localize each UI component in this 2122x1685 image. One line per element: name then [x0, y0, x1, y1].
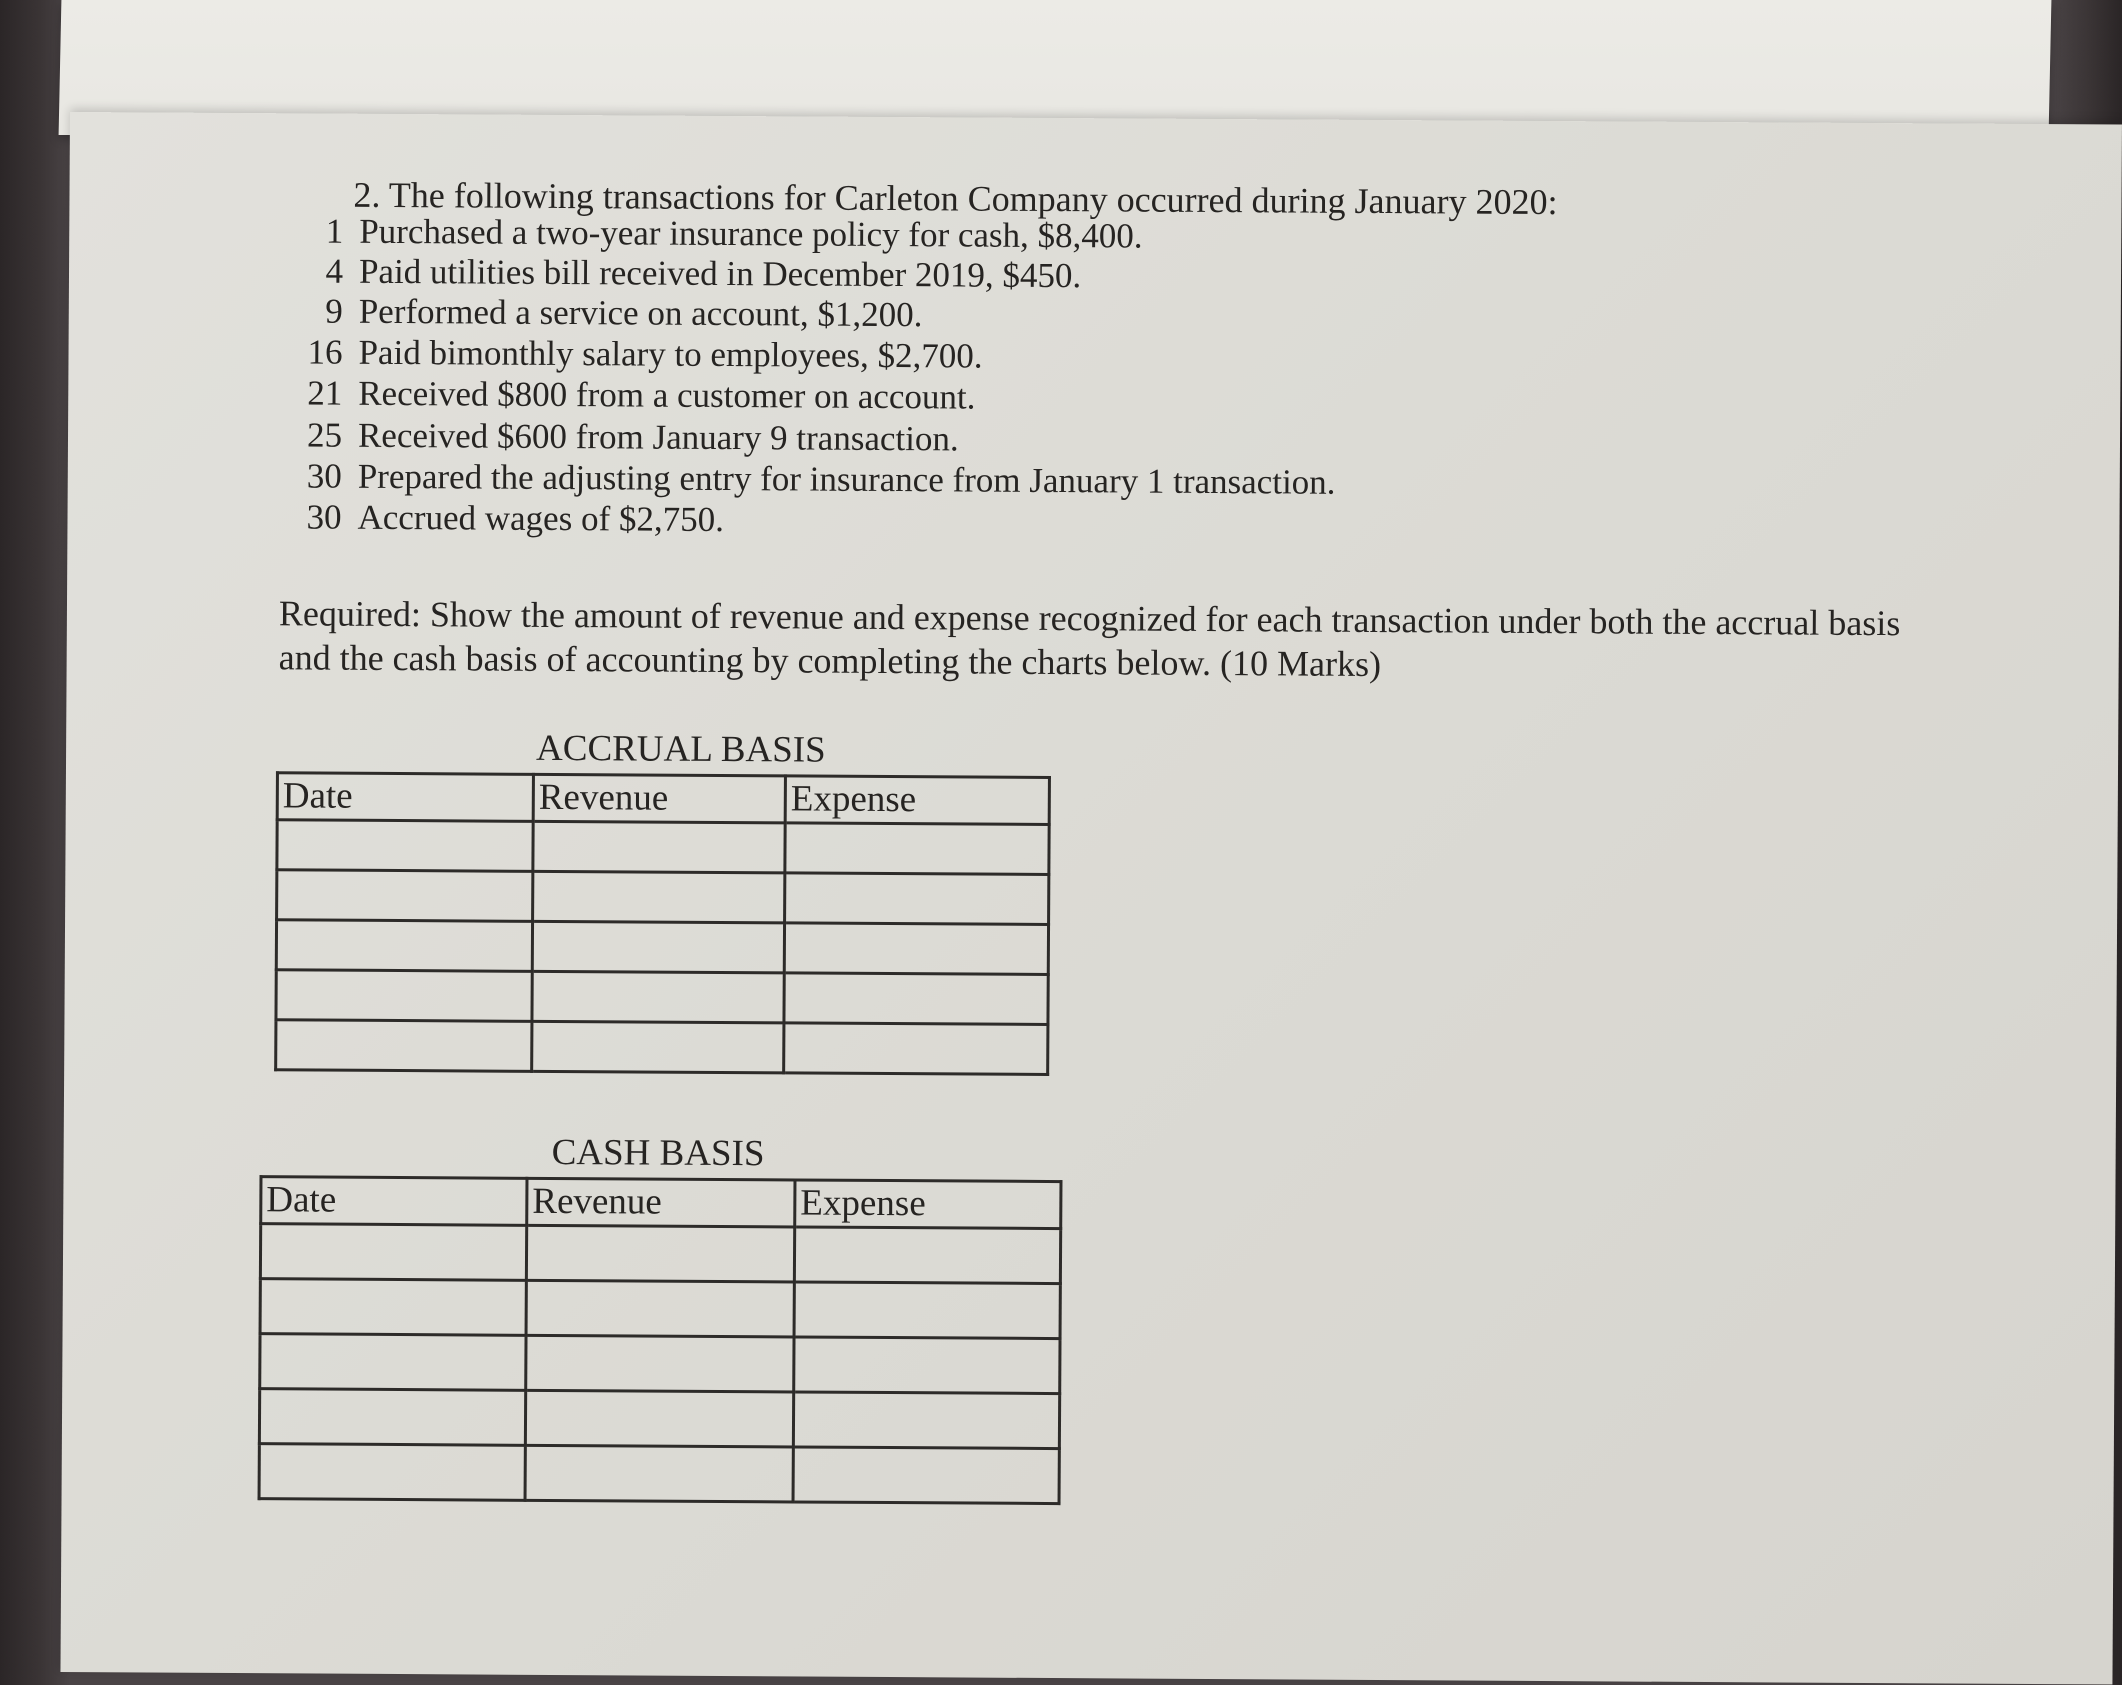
date-cell[interactable] — [277, 870, 533, 922]
transaction-row — [279, 211, 1143, 256]
revenue-cell[interactable] — [532, 1021, 784, 1073]
transaction-text: Paid utilities bill received in December 2019, $450. — [358, 251, 1082, 296]
revenue-cell[interactable] — [532, 921, 784, 973]
transaction-day: 21 — [307, 373, 343, 413]
accrual-basis-table — [274, 771, 1051, 1076]
expense-cell[interactable] — [784, 923, 1048, 975]
transaction-day: 1 — [325, 211, 344, 251]
date-cell[interactable] — [259, 1444, 525, 1501]
cash-basis-table — [258, 1175, 1063, 1505]
expense-cell[interactable] — [785, 823, 1049, 875]
transaction-day: 9 — [325, 291, 343, 331]
expense-cell[interactable] — [785, 873, 1049, 925]
transaction-day: 30 — [306, 497, 342, 537]
transaction-row — [279, 291, 923, 335]
date-cell[interactable] — [260, 1279, 526, 1336]
revenue-cell[interactable] — [533, 821, 785, 873]
revenue-cell[interactable] — [525, 1390, 793, 1447]
expense-cell[interactable] — [793, 1392, 1059, 1449]
expense-column-header: Expense — [795, 1180, 1061, 1229]
expense-column-header: Expense — [785, 776, 1049, 825]
revenue-column-header: Revenue — [533, 774, 785, 823]
expense-cell[interactable] — [793, 1447, 1059, 1504]
revenue-column-header: Revenue — [527, 1178, 795, 1227]
revenue-cell[interactable] — [526, 1225, 794, 1282]
required-instructions: Required: Show the amount of revenue and expense recognized for each transaction under both the accrual basis and the cash basis of accounting by completing the charts below. (10 Marks) — [278, 593, 1901, 685]
transaction-day: 16 — [307, 332, 343, 372]
table-row — [260, 1224, 1060, 1284]
transaction-day: 25 — [306, 415, 343, 455]
revenue-cell[interactable] — [532, 971, 784, 1023]
accrual-basis-title: ACCRUAL BASIS — [535, 727, 826, 771]
date-column-header: Date — [261, 1177, 527, 1226]
table-row — [260, 1279, 1060, 1339]
revenue-cell[interactable] — [525, 1445, 793, 1502]
date-cell[interactable] — [259, 1389, 525, 1446]
transaction-row — [278, 456, 1336, 502]
transaction-day: 4 — [325, 251, 344, 291]
transaction-text: Paid bimonthly salary to employees, $2,700. — [358, 332, 983, 376]
revenue-cell[interactable] — [526, 1280, 794, 1337]
transaction-row — [278, 415, 959, 459]
transaction-text: Accrued wages of $2,750. — [357, 497, 725, 540]
table-row — [276, 1020, 1048, 1075]
revenue-cell[interactable] — [526, 1335, 794, 1392]
table-row — [259, 1444, 1059, 1504]
revenue-cell[interactable] — [533, 871, 785, 923]
transaction-row — [278, 373, 975, 417]
transaction-row — [279, 251, 1081, 296]
expense-cell[interactable] — [794, 1337, 1060, 1394]
table-header-row — [261, 1177, 1061, 1229]
table-header-row — [277, 773, 1049, 825]
transaction-text: Received $800 from a customer on account. — [358, 373, 976, 417]
transaction-row — [277, 497, 724, 540]
date-column-header: Date — [277, 773, 533, 822]
table-row — [276, 920, 1048, 975]
transaction-text: Purchased a two-year insurance policy for cash, $8,400. — [359, 211, 1143, 256]
table-row — [259, 1389, 1059, 1449]
expense-cell[interactable] — [784, 1023, 1048, 1075]
table-row — [276, 970, 1048, 1025]
date-cell[interactable] — [277, 820, 533, 872]
transaction-text: Prepared the adjusting entry for insurance from January 1 transaction. — [357, 456, 1336, 502]
date-cell[interactable] — [260, 1224, 526, 1281]
date-cell[interactable] — [260, 1334, 526, 1391]
worksheet-page — [60, 112, 2121, 1685]
transaction-row — [278, 332, 982, 376]
transaction-day: 30 — [306, 456, 342, 496]
cash-basis-title: CASH BASIS — [551, 1131, 765, 1175]
transaction-text: Performed a service on account, $1,200. — [358, 291, 923, 335]
table-row — [277, 870, 1049, 925]
expense-cell[interactable] — [794, 1227, 1060, 1284]
table-row — [260, 1334, 1060, 1394]
table-row — [277, 820, 1049, 875]
date-cell[interactable] — [276, 970, 532, 1022]
transaction-text: Received $600 from January 9 transaction. — [357, 415, 959, 459]
date-cell[interactable] — [276, 1020, 532, 1072]
date-cell[interactable] — [276, 920, 532, 972]
expense-cell[interactable] — [784, 973, 1048, 1025]
question-header: 2. The following transactions for Carleton Company occurred during January 2020: — [353, 174, 1558, 223]
expense-cell[interactable] — [794, 1282, 1060, 1339]
